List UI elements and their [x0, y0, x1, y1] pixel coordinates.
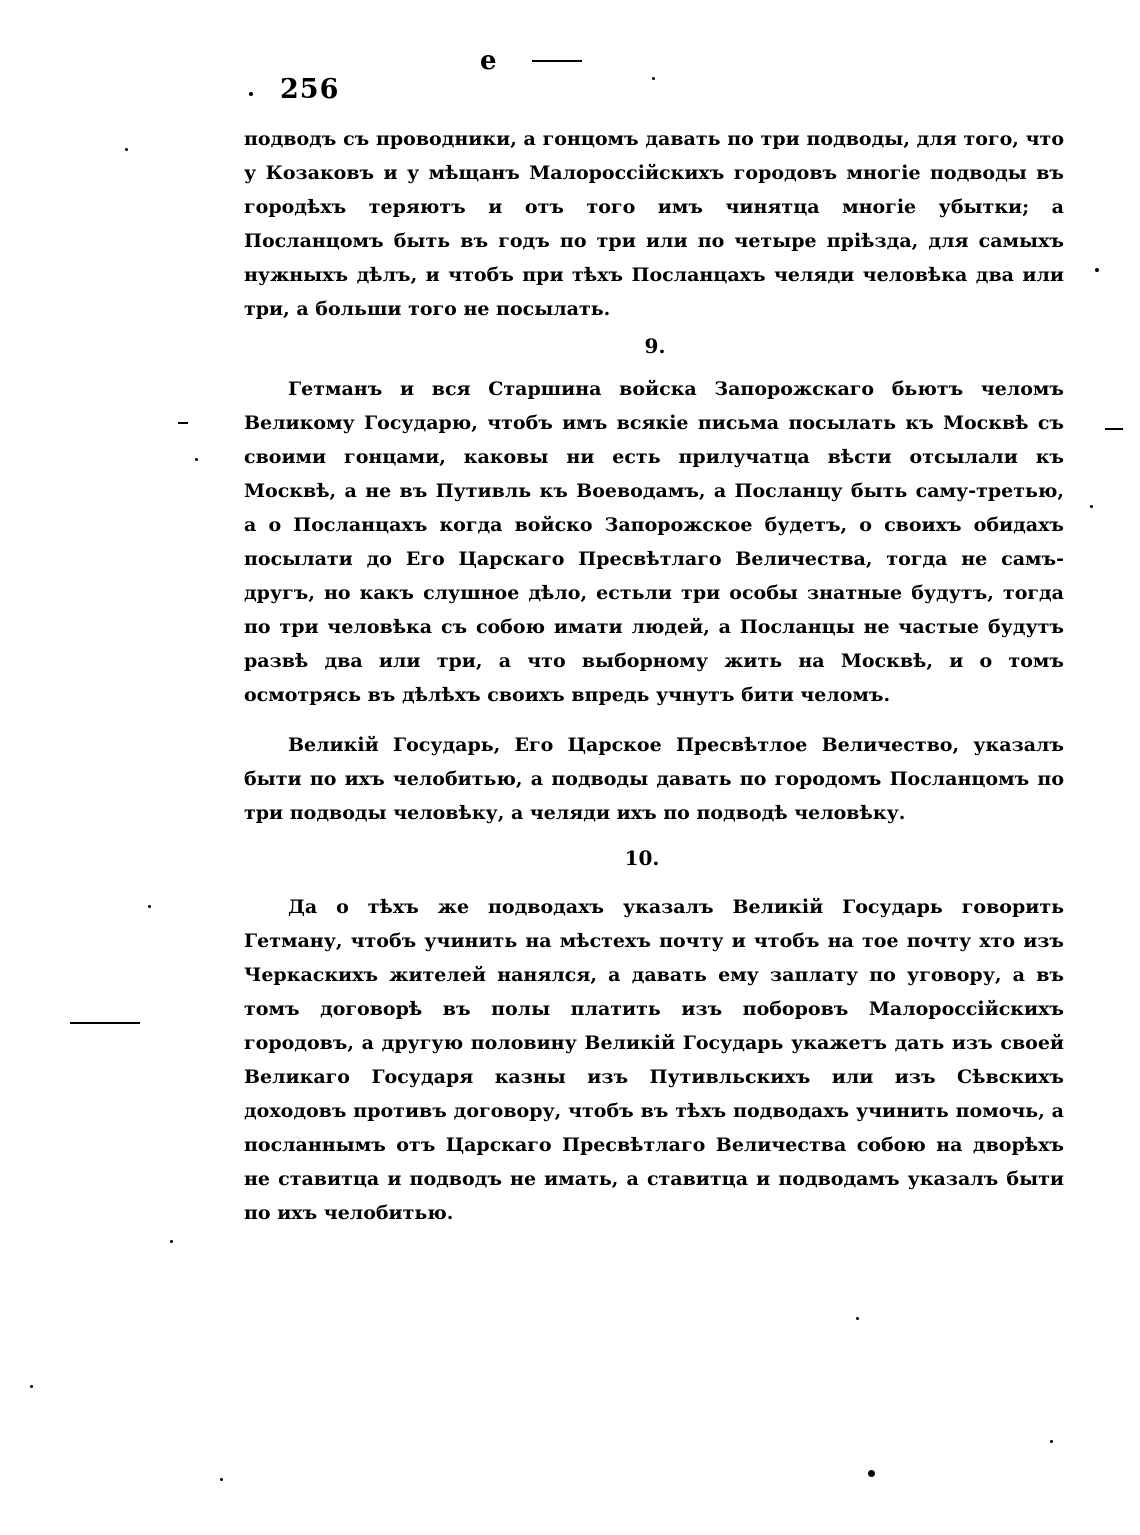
scan-speck — [170, 1240, 173, 1243]
page-number: 256 — [280, 74, 340, 105]
paragraph-tsar-decree: Великій Государь, Его Царское Пресвѣтлое Величество, указалъ быти по ихъ челобитью, а подводы давать по городомъ Посланцомъ по три подводы человѣку, а челяди ихъ по подводѣ человѣку. — [244, 734, 1064, 824]
scan-speck — [856, 1317, 859, 1320]
scan-speck — [249, 92, 253, 96]
scan-speck — [30, 1385, 33, 1388]
scan-speck — [1090, 505, 1093, 508]
paragraph-hetman-petition: Гетманъ и вся Старшина войска Запорожскаго бьютъ челомъ Великому Государю, чтобъ имъ всякіе письма посылать къ Москвѣ съ своими гонцами, каковы ни есть прилучатца вѣсти отсылали къ Москвѣ, а не въ Путивль къ Воеводамъ, а Посланцу быть саму-третью, а о Посланцахъ когда войско Запорожское будетъ, о своихъ обидахъ посылати до Его Царскаго Пресвѣтлаго Величества, тогда не самъ-другъ, но какъ слушное дѣло, естьли три особы знатные будутъ, тогда по три человѣка съ собою имати людей, а Посланцы не частые будутъ развѣ два или три, а что выборному жить на Москвѣ, и о томъ осмотрясь въ дѣлѣхъ своихъ впредь учнутъ бити челомъ. — [244, 378, 1064, 706]
scan-speck — [868, 1470, 875, 1477]
section-number-10: 10. — [624, 846, 660, 870]
scan-speck — [1050, 1440, 1053, 1443]
scan-speck — [125, 148, 128, 151]
header-ornament: e — [480, 46, 497, 76]
margin-mark — [70, 1022, 140, 1024]
margin-mark — [178, 422, 188, 424]
scan-speck — [195, 458, 198, 461]
section-number-9: 9. — [644, 334, 666, 358]
margin-mark — [1105, 428, 1123, 430]
header-rule — [532, 60, 582, 62]
paragraph-post-relay: Да о тѣхъ же подводахъ указалъ Великій Государь говорить Гетману, чтобъ учинить на мѣстехъ почту и чтобъ на тое почту хто изъ Черкаскихъ жителей нанялся, а давать ему заплату по уговору, а въ томъ договорѣ въ полы платить изъ поборовъ Малороссійскихъ городовъ, а другую половину Великій Государь укажетъ дать изъ своей Великаго Государя казны изъ Путивльскихъ или изъ Сѣвскихъ доходовъ противъ договору, чтобъ въ тѣхъ подводахъ учинить помочь, а посланнымъ отъ Царскаго Пресвѣтлаго Величества собою на дворѣхъ не ставитца и подводъ не имать, а ставитца и подводамъ указалъ быти по ихъ челобитью. — [244, 896, 1064, 1224]
paragraph-continuation: подводъ съ проводники, а гонцомъ давать по три подводы, для того, что у Козаковъ и у мѣщанъ Малороссійскихъ городовъ многіе подводы въ городѣхъ теряютъ и отъ того имъ чинятца многіе убытки; а Посланцомъ быть въ годъ по три или по четыре пріѣзда, для самыхъ нужныхъ дѣлъ, и чтобъ при тѣхъ Посланцахъ челяди человѣка два или три, а больши того не посылать. — [244, 128, 1064, 320]
scan-speck — [1095, 268, 1099, 272]
scan-speck — [220, 1478, 223, 1481]
scan-speck — [652, 77, 655, 80]
scan-speck — [148, 905, 151, 908]
